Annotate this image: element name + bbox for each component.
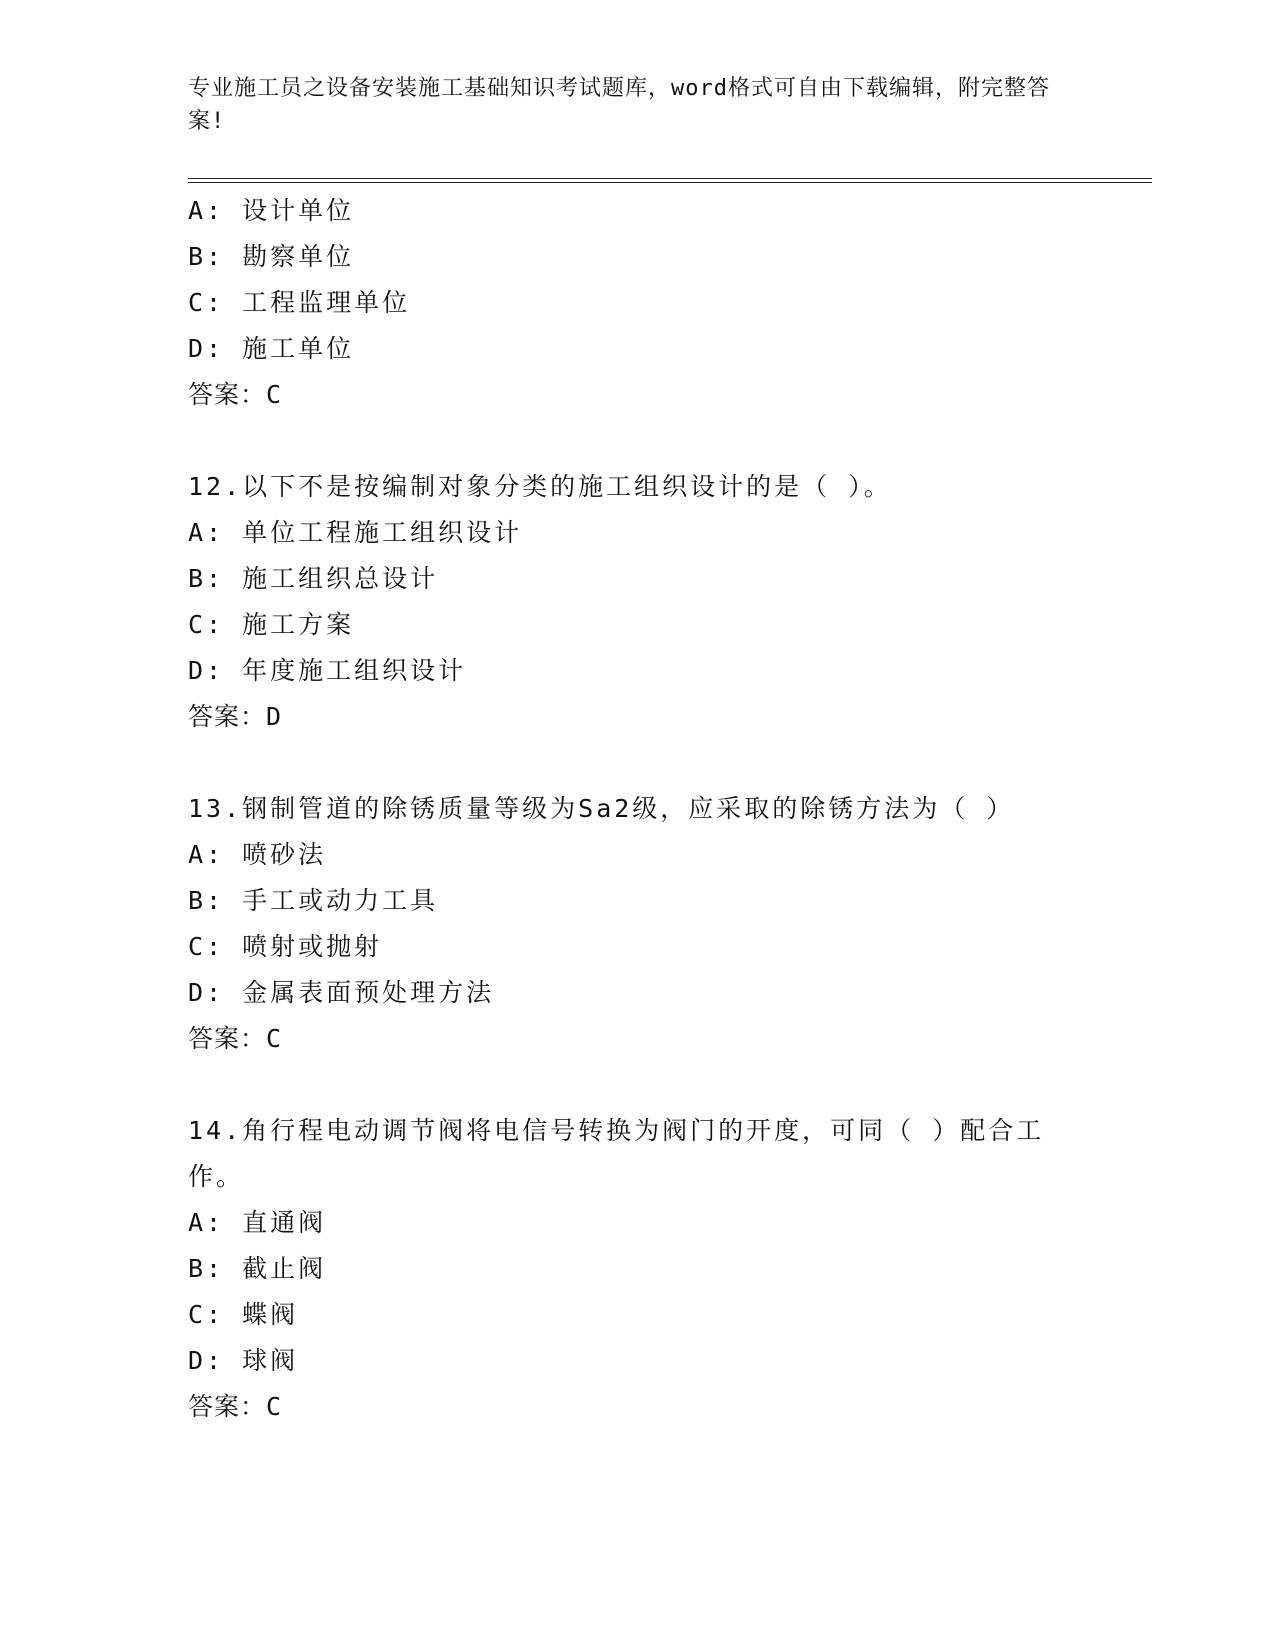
question-list [188, 188, 1088, 1430]
option-a: A: 设计单位 [188, 196, 355, 225]
answer: 答案：C [188, 1392, 283, 1421]
question-11-options [188, 188, 1088, 418]
answer: 答案：C [188, 380, 283, 409]
header-text: 专业施工员之设备安装施工基础知识考试题库，word格式可自由下载编辑，附完整答案! [188, 76, 1050, 134]
spacer [188, 740, 1088, 786]
option-b: B: 勘察单位 [188, 242, 355, 271]
question-text: 13.钢制管道的除锈质量等级为Sa2级，应采取的除锈方法为（ ） [188, 794, 1015, 823]
option-d: D: 年度施工组织设计 [188, 656, 467, 685]
option-a: A: 直通阀 [188, 1208, 327, 1237]
option-d: D: 金属表面预处理方法 [188, 978, 495, 1007]
option-d: D: 球阀 [188, 1346, 299, 1375]
question-13 [188, 786, 1088, 1062]
question-text: 14.角行程电动调节阀将电信号转换为阀门的开度，可同（ ）配合工作。 [188, 1116, 1045, 1191]
spacer [188, 418, 1088, 464]
question-text: 12.以下不是按编制对象分类的施工组织设计的是（ ）。 [188, 472, 892, 501]
option-b: B: 施工组织总设计 [188, 564, 439, 593]
option-a: A: 单位工程施工组织设计 [188, 518, 523, 547]
option-d: D: 施工单位 [188, 334, 355, 363]
question-14 [188, 1108, 1088, 1430]
document-header [188, 72, 1068, 138]
header-divider [188, 178, 1152, 183]
option-b: B: 手工或动力工具 [188, 886, 439, 915]
answer: 答案：C [188, 1024, 283, 1053]
option-a: A: 喷砂法 [188, 840, 327, 869]
spacer [188, 1062, 1088, 1108]
option-c: C: 工程监理单位 [188, 288, 411, 317]
question-12 [188, 464, 1088, 740]
answer: 答案：D [188, 702, 283, 731]
option-c: C: 喷射或抛射 [188, 932, 383, 961]
option-c: C: 施工方案 [188, 610, 355, 639]
option-c: C: 蝶阀 [188, 1300, 299, 1329]
option-b: B: 截止阀 [188, 1254, 327, 1283]
